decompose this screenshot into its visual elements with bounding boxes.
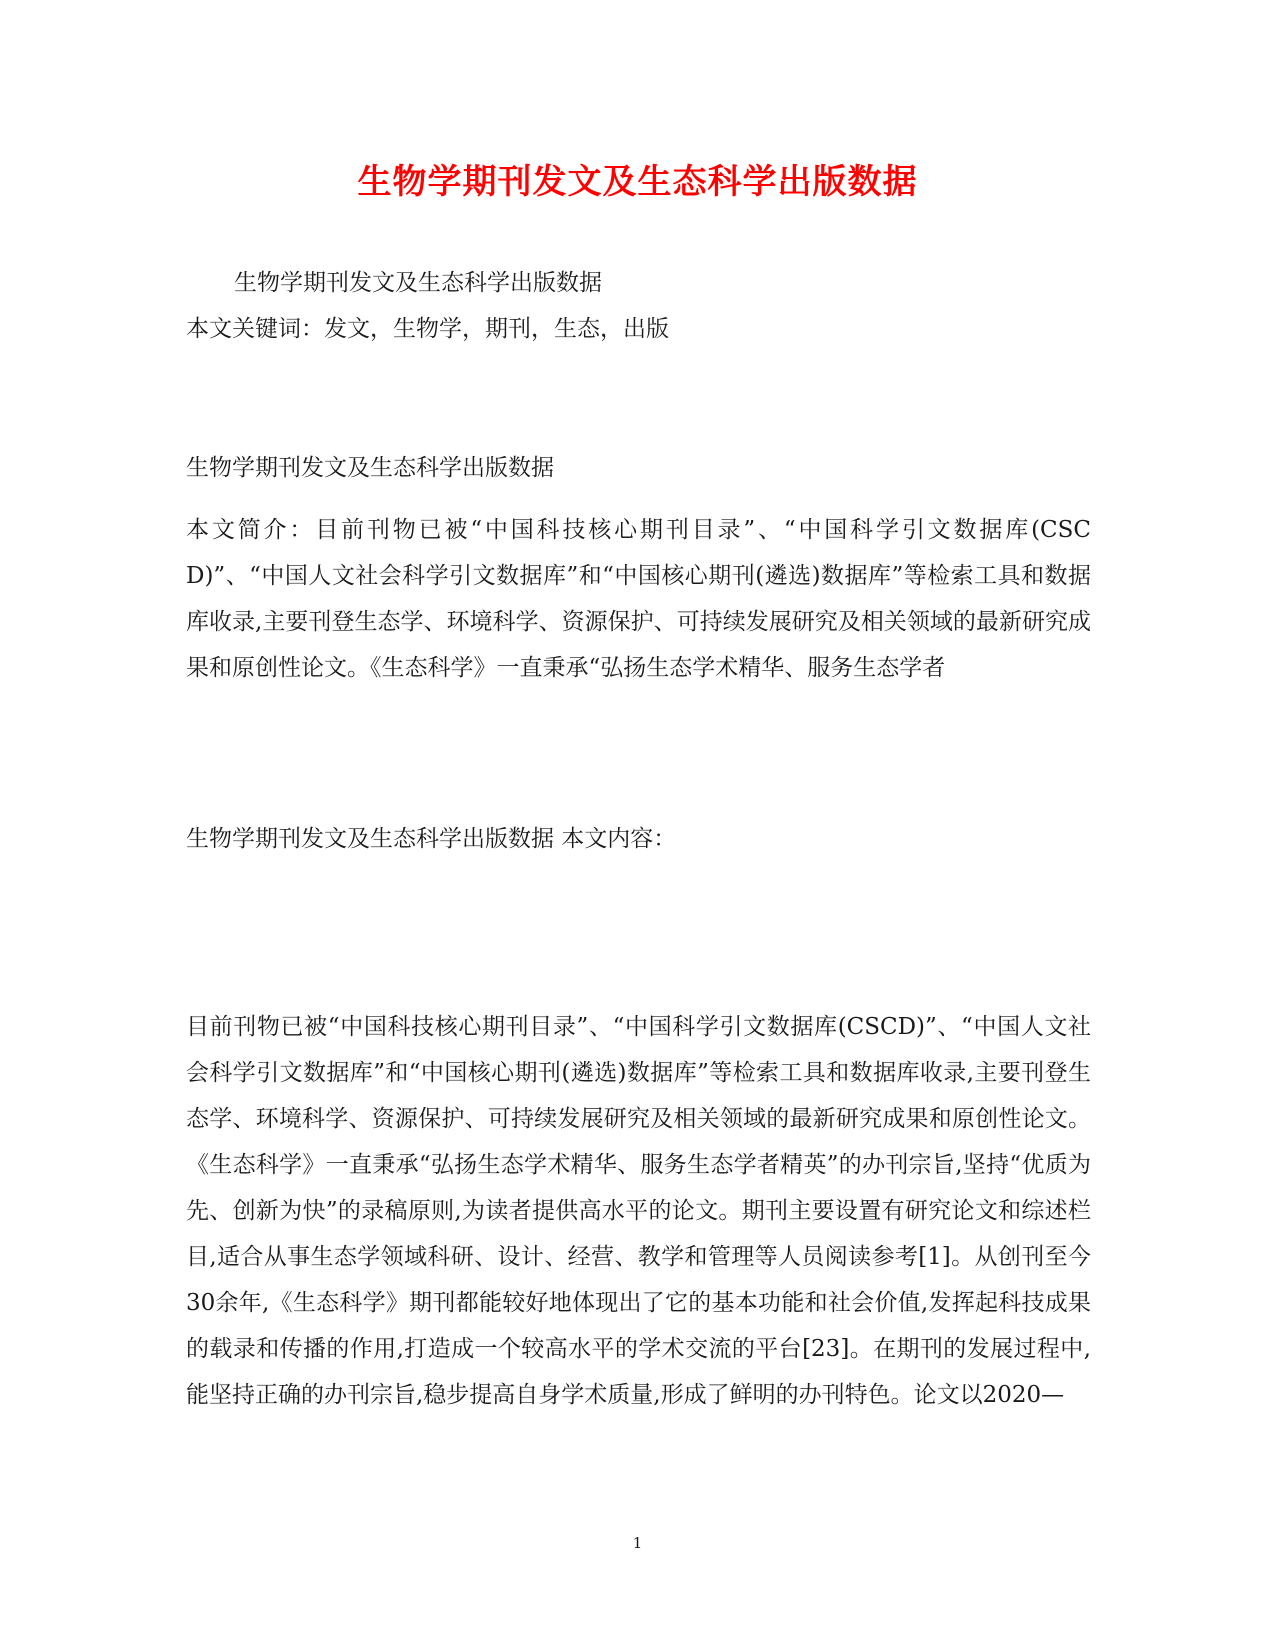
page-number: 1 [632,1534,643,1552]
keywords-line: 本文关键词：发文，生物学，期刊，生态，出版 [186,316,669,342]
section-heading: 生物学期刊发文及生态科学出版数据 [186,455,554,481]
content-heading: 生物学期刊发文及生态科学出版数据 本文内容： [186,826,677,852]
subtitle: 生物学期刊发文及生态科学出版数据 [234,270,602,296]
intro-paragraph: 本文简介：目前刊物已被“中国科技核心期刊目录”、“中国科学引文数据库(CSCD)”、“中国人文社会科学引文数据库”和“中国核心期刊(遴选)数据库”等检索工具和数据库收录,主要刊登生态学、环境科学、资源保护、可持续发展研究及相关领域的最新研究成果和原创性论文。《生态科学》一直秉承“弘扬生态学术精华、服务生态学者 [186,517,1091,681]
document-title: 生物学期刊发文及生态科学出版数据 [357,162,918,202]
body-paragraph: 目前刊物已被“中国科技核心期刊目录”、“中国科学引文数据库(CSCD)”、“中国人文社会科学引文数据库”和“中国核心期刊(遴选)数据库”等检索工具和数据库收录,主要刊登生态学、环境科学、资源保护、可持续发展研究及相关领域的最新研究成果和原创性论文。《生态科学》一直秉承“弘扬生态学术精华、服务生态学者精英”的办刊宗旨,坚持“优质为先、创新为快”的录稿原则,为读者提供高水平的论文。期刊主要设置有研究论文和综述栏目,适合从事生态学领域科研、设计、经营、教学和管理等人员阅读参考[1]。从创刊至今30余年,《生态科学》期刊都能较好地体现出了它的基本功能和社会价值,发挥起科技成果的载录和传播的作用,打造成一个较高水平的学术交流的平台[23]。在期刊的发展过程中,能坚持正确的办刊宗旨,稳步提高自身学术质量,形成了鲜明的办刊特色。论文以2020— [186,1014,1091,1408]
